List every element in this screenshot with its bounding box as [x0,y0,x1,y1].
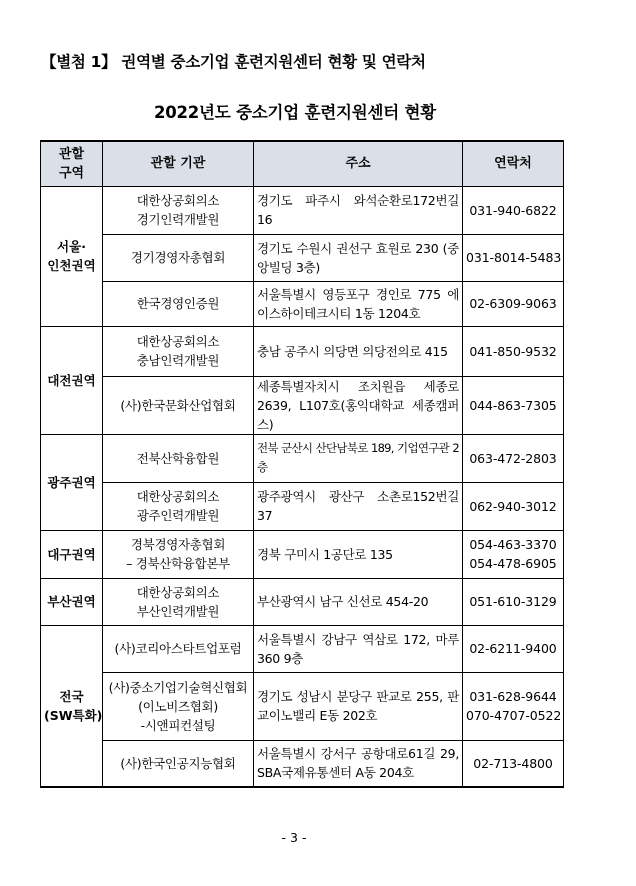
contact-cell [463,234,564,281]
table-caption: 2022년도 중소기업 훈련지원센터 현황 [153,103,437,122]
organization-name-line: 경기인력개발원 [136,212,220,227]
organization-cell [103,740,254,787]
header-region-line: 관할 [58,146,85,162]
organization-name-line: 대한상공회의소 [136,584,220,600]
region-cell [41,186,103,326]
region-cell [41,625,103,787]
organization-cell [103,326,254,376]
organization-cell [103,530,254,578]
organization-cell [103,672,254,740]
address-cell: 부산광역시 남구 신선로 454-20 [254,578,463,625]
table-row [41,326,564,376]
table-row [41,530,564,578]
region-name-line: 인천권역 [47,258,96,273]
region-cell [41,578,103,625]
organization-name-line: (이노비즈협회) [138,698,218,714]
phone-number: 02-6211-9400 [469,641,557,656]
training-center-table [40,140,564,788]
organization-name-line: -시앤피컨설팅 [140,717,216,733]
region-cell [41,434,103,530]
contact-cell [463,326,564,376]
header-contact: 연락처 [463,141,564,186]
organization-cell [103,234,254,281]
organization-cell [103,482,254,530]
organization-name-line: 부산인력개발원 [136,603,220,619]
address-cell: 서울특별시 강서구 공항대로61길 29, SBA국제유통센터 A동 204호 [254,740,463,787]
phone-number: 062-940-3012 [469,498,557,514]
address-cell: 서울특별시 영등포구 경인로 775 에이스하이테크시티 1동 1204호 [254,281,463,326]
phone-number: 051-610-3129 [469,594,557,609]
table-row [41,482,564,530]
table-header [41,141,564,186]
phone-number: 031-8014-5483 [466,250,562,265]
header-address: 주소 [254,141,463,186]
organization-name-line: 대한상공회의소 [136,193,220,208]
table-header-row [41,141,564,186]
table-row [41,234,564,281]
organization-cell [103,625,254,672]
table-row [41,672,564,740]
address-cell: 전북 군산시 산단남북로 189, 기업연구관 2층 [254,434,463,482]
address-cell: 충남 공주시 의당면 의당전의로 415 [254,326,463,376]
address-cell: 경기도 수원시 권선구 효원로 230 (중앙빌딩 3층) [254,234,463,281]
header-region [41,141,103,186]
organization-name-line: (사)코리아스타트업포럼 [114,641,242,656]
contact-cell [463,672,564,740]
region-name-line: 서울· [57,239,86,254]
region-name-line: 부산권역 [47,594,96,609]
phone-number: 02-6309-9063 [469,296,557,311]
phone-number: 044-863-7305 [469,397,557,413]
table-row [41,281,564,326]
organization-name-line: (사)한국인공지능협회 [120,755,236,771]
table-row [41,625,564,672]
organization-name-line: (사)중소기업기술혁신협회 [108,679,248,695]
table-row [41,376,564,434]
organization-name-line: 경기경영자총협회 [130,250,226,265]
phone-number: 02-713-4800 [473,755,553,771]
contact-cell [463,376,564,434]
phone-number: 070-4707-0522 [466,708,562,723]
address-cell: 광주광역시 광산구 소촌로152번길 37 [254,482,463,530]
region-cell [41,326,103,434]
table-row [41,186,564,234]
contact-cell [463,281,564,326]
organization-cell [103,434,254,482]
organization-name-line: 대한상공회의소 [136,489,220,504]
table-body [41,186,564,787]
address-cell: 세종특별자치시 조치원읍 세종로 2639, L107호(홍익대학교 세종캠퍼스) [254,376,463,434]
organization-name-line: 대한상공회의소 [136,334,220,349]
contact-cell [463,530,564,578]
table-row [41,578,564,625]
page-number: - 3 - [281,830,307,845]
organization-cell [103,376,254,434]
organization-name-line: 광주인력개발원 [136,508,220,523]
phone-number: 054-463-3370 [469,537,557,552]
organization-cell [103,281,254,326]
region-name-line: 광주권역 [47,474,96,490]
phone-number: 041-850-9532 [469,343,557,359]
region-cell [41,530,103,578]
contact-cell [463,186,564,234]
region-name-line: 대구권역 [47,546,96,562]
address-cell: 경북 구미시 1공단로 135 [254,530,463,578]
address-cell: 서울특별시 강남구 역삼로 172, 마루360 9층 [254,625,463,672]
phone-number: 031-940-6822 [469,202,557,218]
header-organization: 관할 기관 [103,141,254,186]
organization-cell [103,578,254,625]
contact-cell [463,482,564,530]
organization-name-line: (사)한국문화산업협회 [120,397,236,413]
header-region-line: 구역 [58,165,85,181]
phone-number: 054-478-6905 [469,556,557,571]
contact-cell [463,740,564,787]
address-cell: 경기도 파주시 와석순환로172번길 16 [254,186,463,234]
phone-number: 031-628-9644 [469,689,557,704]
document-title: 【별첨 1】 권역별 중소기업 훈련지원센터 현황 및 연락처 [41,53,426,71]
table-row [41,740,564,787]
contact-cell [463,434,564,482]
region-name-line: 전국 [59,688,84,704]
organization-name-line: 한국경영인증원 [136,296,220,311]
organization-cell [103,186,254,234]
contact-cell [463,578,564,625]
contact-cell [463,625,564,672]
table-row [41,434,564,482]
region-name-line: (SW특화) [44,707,103,723]
address-cell: 경기도 성남시 분당구 판교로 255, 판교이노밸리 E동 202호 [254,672,463,740]
region-name-line: 대전권역 [47,372,96,388]
organization-name-line: 충남인력개발원 [136,353,220,368]
organization-name-line: 전북산학융합원 [136,450,220,466]
organization-name-line: – 경북산학융합본부 [126,556,230,571]
organization-name-line: 경북경영자총협회 [130,537,226,552]
phone-number: 063-472-2803 [469,450,557,466]
